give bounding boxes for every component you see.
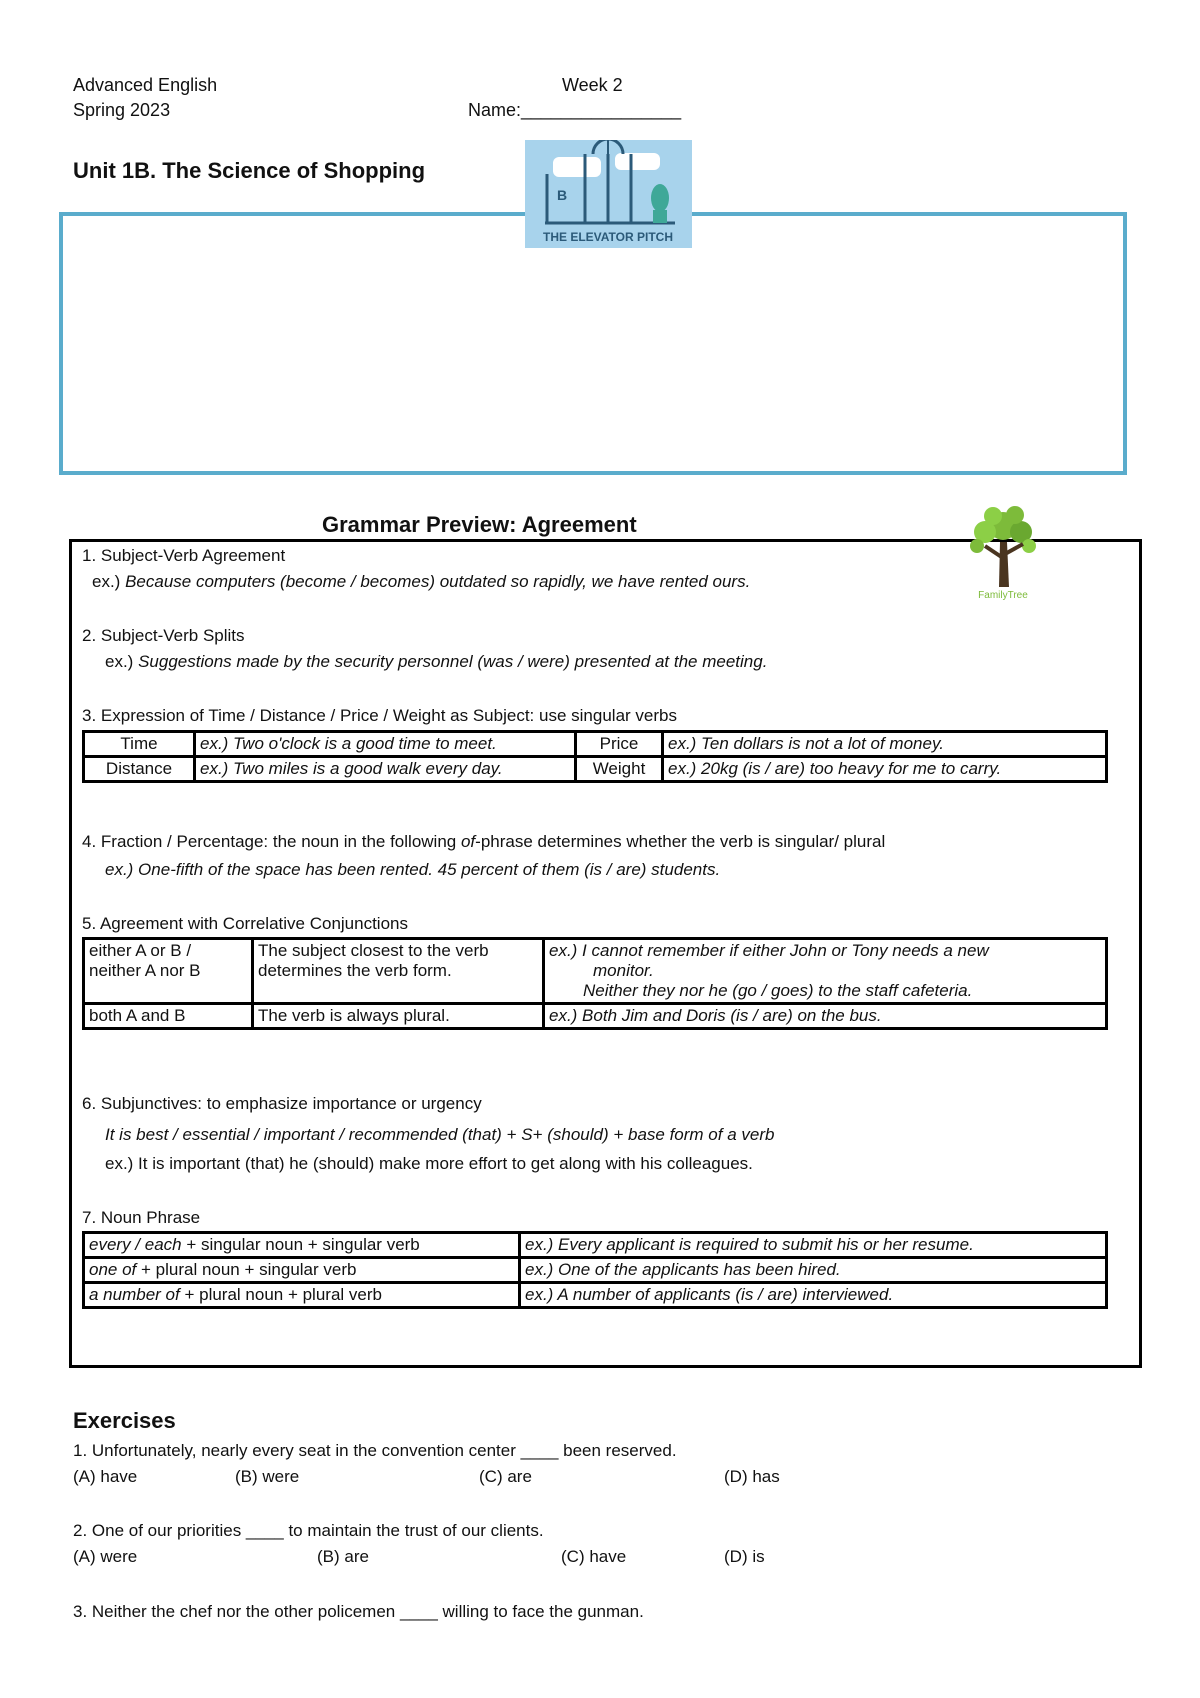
s2-example: ex.) Suggestions made by the security personnel (was / were) presented at the meeting. bbox=[105, 652, 768, 671]
table-cell: ex.) I cannot remember if either John or Tony needs a new monitor. Neither they nor he (go / goes) to the staff cafeteria. bbox=[544, 939, 1107, 1004]
s5-heading: 5. Agreement with Correlative Conjunctions bbox=[82, 914, 408, 933]
q2-option-c[interactable]: (C) have bbox=[561, 1547, 627, 1566]
s6-example: ex.) It is important (that) he (should) make more effort to get along with his colleagues. bbox=[105, 1154, 753, 1173]
q1-option-a[interactable]: (A) have bbox=[73, 1467, 138, 1486]
s1-heading: 1. Subject-Verb Agreement bbox=[82, 546, 286, 565]
family-tree-logo bbox=[963, 502, 1043, 602]
s7-heading: 7. Noun Phrase bbox=[82, 1208, 201, 1227]
question-1: 1. Unfortunately, nearly every seat in the convention center ____ been reserved. bbox=[73, 1441, 677, 1460]
name-field[interactable]: Name:________________ bbox=[468, 100, 682, 120]
elevator-icon bbox=[525, 140, 692, 248]
term: Spring 2023 bbox=[73, 100, 171, 120]
table-cell: ex.) 20kg (is / are) too heavy for me to carry. bbox=[663, 757, 1107, 782]
table-cell: either A or B / neither A nor B bbox=[84, 939, 253, 1004]
s6-formula: It is best / essential / important / recommended (that) + S+ (should) + base form of a verb bbox=[105, 1125, 775, 1144]
table-cell: The verb is always plural. bbox=[253, 1004, 544, 1029]
s1-example: ex.) Because computers (become / becomes) outdated so rapidly, we have rented ours. bbox=[92, 572, 751, 591]
tree-icon bbox=[963, 502, 1043, 602]
unit-title: Unit 1B. The Science of Shopping bbox=[73, 158, 426, 183]
table-row bbox=[84, 1004, 1107, 1029]
grammar-title: Grammar Preview: Agreement bbox=[322, 512, 637, 537]
s2-heading: 2. Subject-Verb Splits bbox=[82, 626, 245, 645]
elevator-pitch-box[interactable] bbox=[59, 212, 1127, 475]
q2-option-a[interactable]: (A) were bbox=[73, 1547, 138, 1566]
table-cell: ex.) Two o'clock is a good time to meet. bbox=[195, 732, 576, 757]
table-cell: every / each + singular noun + singular verb bbox=[84, 1233, 520, 1258]
svg-text:B: B bbox=[557, 187, 568, 203]
question-2: 2. One of our priorities ____ to maintain the trust of our clients. bbox=[73, 1521, 544, 1540]
q1-option-c[interactable]: (C) are bbox=[479, 1467, 532, 1486]
table-cell: ex.) Both Jim and Doris (is / are) on the bus. bbox=[544, 1004, 1107, 1029]
table-cell: both A and B bbox=[84, 1004, 253, 1029]
table-row bbox=[84, 1258, 1107, 1283]
s7-table bbox=[82, 1231, 1108, 1309]
s5-table bbox=[82, 937, 1108, 1030]
s3-table bbox=[82, 730, 1108, 783]
week: Week 2 bbox=[562, 75, 623, 95]
q2-option-b[interactable]: (B) are bbox=[317, 1547, 369, 1566]
question-3: 3. Neither the chef nor the other policemen ____ willing to face the gunman. bbox=[73, 1602, 644, 1621]
s3-heading: 3. Expression of Time / Distance / Price / Weight as Subject: use singular verbs bbox=[82, 706, 677, 725]
table-row bbox=[84, 939, 1107, 1004]
table-cell: ex.) One of the applicants has been hired. bbox=[520, 1258, 1107, 1283]
s4-heading: 4. Fraction / Percentage: the noun in the following of-phrase determines whether the verb is singular/ plural bbox=[82, 832, 886, 851]
table-cell: Weight bbox=[576, 757, 663, 782]
table-cell: Price bbox=[576, 732, 663, 757]
table-cell: ex.) A number of applicants (is / are) interviewed. bbox=[520, 1283, 1107, 1308]
table-cell: The subject closest to the verb determines the verb form. bbox=[253, 939, 544, 1004]
table-cell: Time bbox=[84, 732, 195, 757]
table-cell: ex.) Every applicant is required to submit his or her resume. bbox=[520, 1233, 1107, 1258]
table-row bbox=[84, 1233, 1107, 1258]
elevator-logo-text: THE ELEVATOR PITCH bbox=[542, 230, 674, 244]
exercises-title: Exercises bbox=[73, 1408, 176, 1433]
table-cell: a number of + plural noun + plural verb bbox=[84, 1283, 520, 1308]
course-name: Advanced English bbox=[73, 75, 218, 95]
s6-heading: 6. Subjunctives: to emphasize importance or urgency bbox=[82, 1094, 482, 1113]
table-cell: ex.) Two miles is a good walk every day. bbox=[195, 757, 576, 782]
q2-option-d[interactable]: (D) is bbox=[724, 1547, 765, 1566]
family-tree-text: FamilyTree bbox=[978, 590, 1028, 601]
table-cell: one of + plural noun + singular verb bbox=[84, 1258, 520, 1283]
table-cell: Distance bbox=[84, 757, 195, 782]
elevator-pitch-logo bbox=[525, 140, 692, 248]
table-row bbox=[84, 732, 1107, 757]
q1-option-d[interactable]: (D) has bbox=[724, 1467, 780, 1486]
table-cell: ex.) Ten dollars is not a lot of money. bbox=[663, 732, 1107, 757]
s4-example: ex.) One-fifth of the space has been rented. 45 percent of them (is / are) students. bbox=[105, 860, 721, 879]
table-row bbox=[84, 1283, 1107, 1308]
table-row bbox=[84, 757, 1107, 782]
q1-option-b[interactable]: (B) were bbox=[235, 1467, 300, 1486]
